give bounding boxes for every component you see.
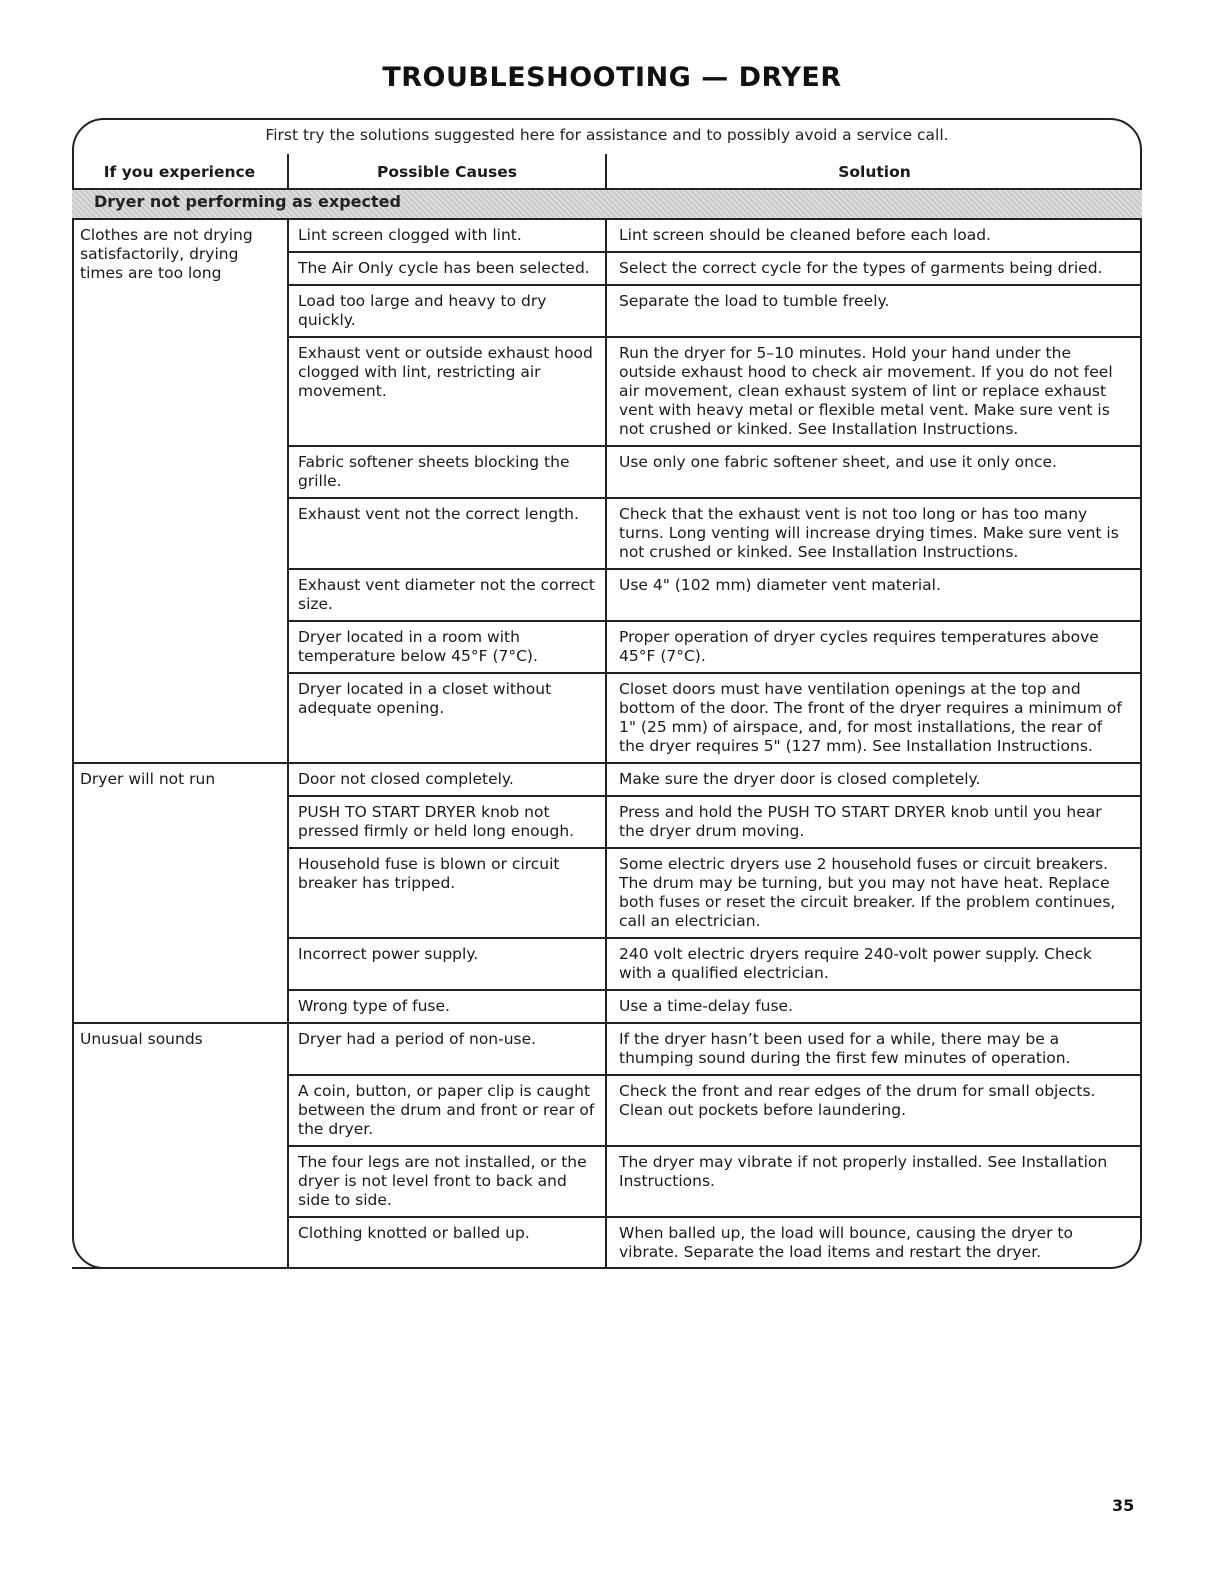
cause-cell: Load too large and heavy to dry quickly. [288,285,606,337]
table-row [72,219,1142,252]
cause-cell: Dryer had a period of non-use. [288,1023,606,1075]
solution-cell: Use a time-delay fuse. [606,990,1142,1023]
cause-cell: Exhaust vent or outside exhaust hood clogged with lint, restricting air movement. [288,337,606,446]
solution-cell: Use only one fabric softener sheet, and use it only once. [606,446,1142,498]
page-title: TROUBLESHOOTING — DRYER [382,62,842,93]
solution-cell: Lint screen should be cleaned before each load. [606,219,1142,252]
page-number: 35 [1112,1496,1135,1515]
cause-cell: Incorrect power supply. [288,938,606,990]
cause-cell: Dryer located in a room with temperature below 45°F (7°C). [288,621,606,673]
solution-cell: Make sure the dryer door is closed completely. [606,763,1142,796]
experience-cell: Dryer will not run [72,763,288,1023]
troubleshooting-table [72,154,1142,1269]
header-experience: If you experience [72,154,288,189]
solution-cell: Check that the exhaust vent is not too long or has too many turns. Long venting will increase drying times. Make sure vent is not crushed or kinked. See Installation Instructions. [606,498,1142,569]
solution-cell: Run the dryer for 5–10 minutes. Hold your hand under the outside exhaust hood to check air movement. If you do not feel air movement, clean exhaust system of lint or replace exhaust vent with heavy metal or flexible metal vent. Make sure vent is not crushed or kinked. See Installation Instructions. [606,337,1142,446]
cause-cell: Wrong type of fuse. [288,990,606,1023]
cause-cell: The four legs are not installed, or the dryer is not level front to back and side to side. [288,1146,606,1217]
solution-cell: Separate the load to tumble freely. [606,285,1142,337]
solution-cell: If the dryer hasn’t been used for a while, there may be a thumping sound during the first few minutes of operation. [606,1023,1142,1075]
cause-cell: Fabric softener sheets blocking the grille. [288,446,606,498]
solution-cell: Select the correct cycle for the types of garments being dried. [606,252,1142,285]
cause-cell: The Air Only cycle has been selected. [288,252,606,285]
table-row [72,1023,1142,1075]
section-title: Dryer not performing as expected [72,189,1142,219]
solution-cell: 240 volt electric dryers require 240-volt power supply. Check with a qualified electrician. [606,938,1142,990]
cause-cell: Household fuse is blown or circuit breaker has tripped. [288,848,606,938]
cause-cell: Clothing knotted or balled up. [288,1217,606,1268]
solution-cell: Use 4" (102 mm) diameter vent material. [606,569,1142,621]
solution-cell: Some electric dryers use 2 household fuses or circuit breakers. The drum may be turning, but you may not have heat. Replace both fuses or reset the circuit breaker. If the problem continues, call an electrician. [606,848,1142,938]
header-row [72,154,1142,189]
cause-cell: A coin, button, or paper clip is caught between the drum and front or rear of the dryer. [288,1075,606,1146]
solution-cell: Check the front and rear edges of the drum for small objects. Clean out pockets before laundering. [606,1075,1142,1146]
cause-cell: Exhaust vent diameter not the correct size. [288,569,606,621]
cause-cell: Door not closed completely. [288,763,606,796]
header-solution: Solution [606,154,1142,189]
solution-cell: The dryer may vibrate if not properly installed. See Installation Instructions. [606,1146,1142,1217]
experience-cell: Clothes are not drying satisfactorily, drying times are too long [72,219,288,763]
solution-cell: Closet doors must have ventilation openings at the top and bottom of the door. The front of the dryer requires a minimum of 1" (25 mm) of airspace, and, for most installations, the rear of the dryer requires 5" (127 mm). See Installation Instructions. [606,673,1142,763]
cause-cell: Exhaust vent not the correct length. [288,498,606,569]
cause-cell: PUSH TO START DRYER knob not pressed firmly or held long enough. [288,796,606,848]
cause-cell: Lint screen clogged with lint. [288,219,606,252]
cause-cell: Dryer located in a closet without adequate opening. [288,673,606,763]
header-causes: Possible Causes [288,154,606,189]
solution-cell: When balled up, the load will bounce, causing the dryer to vibrate. Separate the load items and restart the dryer. [606,1217,1142,1268]
section-header-row [72,189,1142,219]
experience-cell: Unusual sounds [72,1023,288,1268]
table-row [72,763,1142,796]
intro-text: First try the solutions suggested here for assistance and to possibly avoid a service call. [265,126,949,144]
solution-cell: Press and hold the PUSH TO START DRYER knob until you hear the dryer drum moving. [606,796,1142,848]
solution-cell: Proper operation of dryer cycles requires temperatures above 45°F (7°C). [606,621,1142,673]
